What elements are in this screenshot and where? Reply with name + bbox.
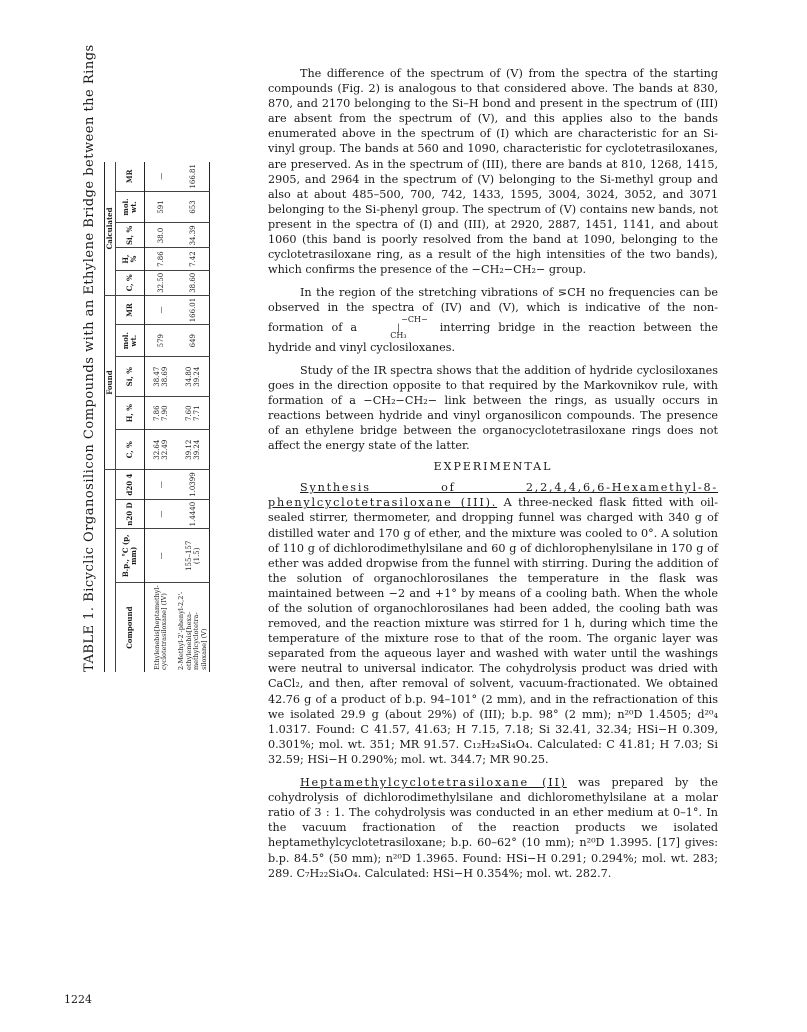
col-header: Si, % — [116, 223, 145, 248]
heptamethyl-title: Heptamethylcyclotetrasiloxane (II) — [300, 776, 567, 790]
value-cell: 7.60 7.71 — [177, 397, 210, 430]
value-cell: — — [145, 470, 178, 500]
synthesis-title: Synthesis of 2,2,4,4,6,6-Hexamethyl-8-phenylcyclotetrasiloxane (III). — [268, 481, 718, 510]
value-cell: 7.86 — [145, 248, 178, 270]
col-header: mol. wt. — [116, 191, 145, 223]
value-cell: 38.0 — [145, 223, 178, 248]
col-header: n20 D — [116, 499, 145, 529]
value-cell: — — [145, 295, 178, 325]
table-row — [145, 162, 178, 672]
value-cell: 34.39 — [177, 223, 210, 248]
paragraph-1: The difference of the spectrum of (V) from the spectra of the starting compounds (Fig. 2) is analogous to that considered above. The bands at 830, 870, and 2170 belonging to the Si–H bond and present in the spectrum of (III) are absent from the spectrum of (V), and this applies also to the bands enumerated above in the spectrum of (I) which are characteristic for an Si-vinyl group. The bands at 560 and 1090, characteristic for cyclotetrasiloxanes, are preserved. As in the spectrum of (III), there are bands at 810, 1268, 1415, 2905, and 2964 in the spectrum of (V) belonging to the Si-methyl group and also at about 485–500, 700, 742, 1433, 1595, 3004, 3024, 3052, and 3071 belonging to the Si-phenyl group. The spectrum of (V) contains new bands, not present in the spectra of (I) and (III), at 2920, 2887, 1451, 1141, and about 1060 (this band is poorly resolved from the band at 1090, belonging to the cyclotetrasiloxane ring, as a result of the high intensities of the two bands), which confirms the presence of the −CH₂−CH₂− group. — [268, 67, 718, 277]
paragraph-2: In the region of the stretching vibrations of ⋝CH no frequencies can be observed in the spectra of (IV) and (V), which is indicative of the non-formation of a −CH− | CH₃ interring bridge in the reaction between the hydride and vinyl cyclosiloxanes. — [268, 286, 719, 354]
compound-cell: Ethylenebis[heptamethyl-cyclotetrasiloxane] (IV) — [145, 583, 178, 672]
value-cell: 32.50 — [145, 270, 178, 295]
col-header: B.p., °C (p, mm) — [116, 529, 145, 583]
value-cell: 39.12 39.24 — [177, 430, 210, 470]
page-number: 1224 — [64, 993, 92, 1006]
col-header: Compound — [116, 583, 145, 672]
col-header: C, % — [116, 430, 145, 470]
col-header: d20 4 — [116, 470, 145, 500]
table-1 — [82, 44, 208, 672]
table-row — [177, 162, 210, 672]
col-header: H, % — [116, 248, 145, 270]
value-cell: — — [145, 529, 178, 583]
col-header: Si, % — [116, 357, 145, 397]
value-cell: 591 — [145, 191, 178, 223]
value-cell: 155–157 (1.5) — [177, 529, 210, 583]
value-cell: — — [157, 172, 165, 180]
value-cell: 32.64 32.49 — [145, 430, 178, 470]
group-calculated: Calculated — [105, 162, 116, 295]
value-cell: 649 — [177, 325, 210, 357]
value-cell: 1.4440 — [177, 499, 210, 529]
section-heading: EXPERIMENTAL — [433, 460, 553, 474]
paragraph-5: Heptamethylcyclotetrasiloxane (II) was prepared by the cohydrolysis of dichlorodimethylsilane and dichloromethylsilane at a molar ratio of 3 : 1. The cohydrolysis was conducted in an ether medium at 0–1°. In the vacuum fractionation of the reaction products we isolated heptamethylcyclotetrasiloxane; b.p. 60–62° (10 mm); n²⁰D 1.3995. [17] gives: b.p. 84.5° (50 mm); n²⁰D 1.3965. Found: HSi−H 0.291; 0.294%; mol. wt. 283; 289. C₇H₂₂Si₄O₄. Calculated: HSi−H 0.354%; mol. wt. 282.7. — [268, 776, 719, 880]
value-cell: 166.01 — [177, 295, 210, 325]
value-cell: 7.42 — [177, 248, 210, 270]
value-cell: 34.80 39.24 — [177, 357, 210, 397]
methyl-bridge-formula: −CH− | CH₃ — [390, 314, 428, 340]
value-cell: 7.86 7.90 — [145, 397, 178, 430]
paragraph-3: Study of the IR spectra shows that the addition of hydride cyclosiloxanes goes in the direction opposite to that required by the Markovnikov rule, with formation of a −CH₂−CH₂− link between the rings, as usually occurs in reactions between hydride and vinyl organosilicon compounds. The presence of an ethylene bridge between the organocyclotetrasiloxane rings does not affect the energy state of the latter. — [268, 363, 718, 453]
value-cell: 579 — [145, 325, 178, 357]
value-cell: 166.81 — [189, 164, 197, 189]
text-column — [268, 66, 718, 881]
value-cell: 38.47 38.69 — [145, 357, 178, 397]
table-title: TABLE 1. Bicyclic Organosilicon Compounds with an Ethylene Bridge between the Rings — [82, 44, 97, 672]
col-header: C, % — [116, 270, 145, 295]
value-cell: 653 — [177, 191, 210, 223]
paragraph-4: Synthesis of 2,2,4,4,6,6-Hexamethyl-8-phenylcyclotetrasiloxane (III). A three-necked flask fitted with oil-sealed stirrer, thermometer, and dropping funnel was charged with 340 g of distilled water and 170 g of ether, and the mixture was cooled to 0°. A solution of 110 g of dichlorodimethylsilane and 60 g of dichlorophenylsilane in 170 g of ether was added dropwise from the funnel with stirring. During the addition of the solution of organochlorosilanes the temperature in the flask was maintained between −2 and +1° by means of a cooling bath. When the whole of the solution of organochlorosilanes had been added, the cooling bath was removed, and the reaction mixture was stirred for 1 h, during which time the temperature of the mixture rose to that of the room. The organic layer was separated from the aqueous layer and washed with water until the washings were neutral to universal indicator. The cohydrolysis product was dried with CaCl₂, and then, after removal of solvent, vacuum-fractionated. We obtained 42.76 g of a product of b.p. 94–101° (2 mm), and in the refractionation of this we isolated 29.9 g (about 29%) of (III); b.p. 98° (2 mm); n²⁰D 1.4505; d²⁰₄ 1.0317. Found: C 41.57, 41.63; H 7.15, 7.18; Si 32.41, 32.34; HSi−H 0.309, 0.301%; mol. wt. 351; MR 91.57. C₁₂H₂₄Si₄O₄. Calculated: C 41.81; H 7.03; Si 32.59; HSi−H 0.290%; mol. wt. 344.7; MR 90.25. — [268, 481, 718, 766]
group-found: Found — [105, 295, 116, 470]
col-header: MR — [116, 295, 145, 325]
col-header: H, % — [116, 397, 145, 430]
data-table — [104, 162, 210, 672]
col-header: mol. wt. — [116, 325, 145, 357]
compound-cell: 2-Methyl-2'-phenyl-2,2'-ethylenebis[hexa-methylcyclotetra-siloxane] (V) — [177, 583, 210, 672]
value-cell: — — [145, 499, 178, 529]
value-cell: 38.60 — [177, 270, 210, 295]
value-cell: 1.0399 — [177, 470, 210, 500]
col-header: MR — [116, 162, 145, 191]
